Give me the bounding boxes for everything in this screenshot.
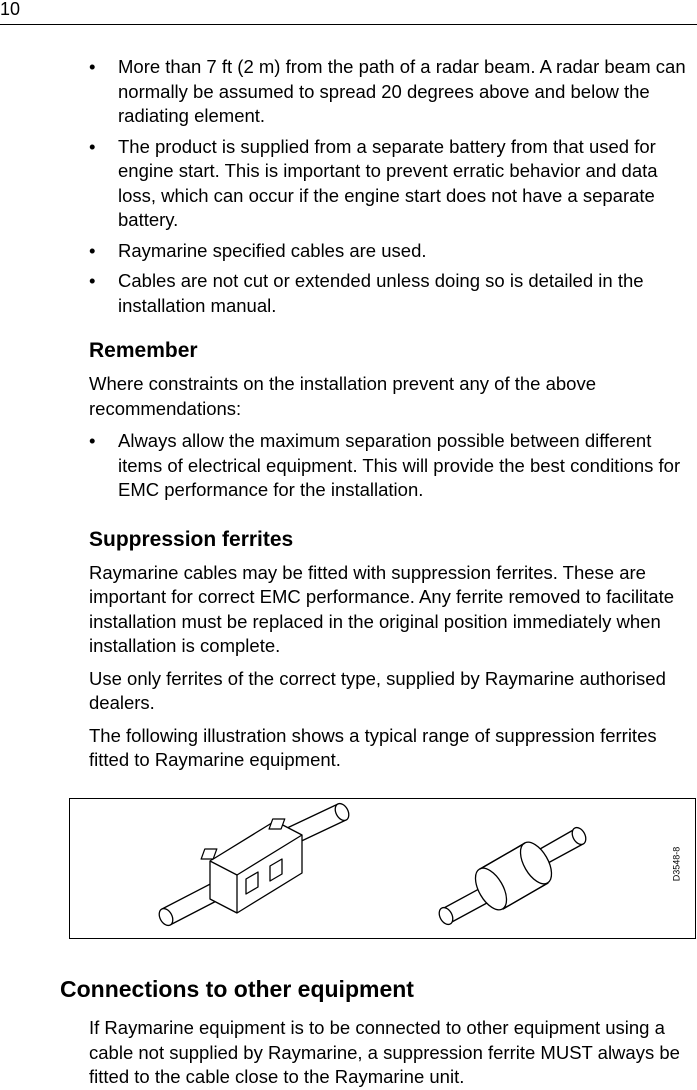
page-number: 10 (0, 0, 21, 19)
list-item: • The product is supplied from a separate battery from that used for engine start. This is important to prevent erratic behavior and data loss, which can occur if the engine start does not have a separate battery. (89, 135, 695, 233)
ferrite-illustration (69, 798, 696, 939)
ferrites-paragraph: Raymarine cables may be fitted with suppression ferrites. These are important for correct EMC performance. Any ferrite removed to facilitate installation must be replaced in the original position immediately when installation is complete. (89, 561, 675, 656)
remember-text: Where constraints on the installation prevent any of the above recommendations: (89, 373, 596, 419)
body-content (89, 55, 695, 781)
ferrites-paragraph: The following illustration shows a typical range of suppression ferrites fitted to Raymarine equipment. (89, 724, 657, 770)
header-rule (0, 24, 697, 25)
cylinder-ferrite (436, 825, 588, 927)
ferrite-drawing (70, 799, 697, 940)
remember-section (89, 338, 695, 503)
list-item: • Always allow the maximum separation possible between different items of electrical equipment. This will provide the best conditions for EMC performance for the installation. (89, 429, 695, 503)
remember-list (89, 429, 695, 503)
connections-heading: Connections to other equipment (60, 976, 414, 1002)
list-item: • Cables are not cut or extended unless doing so is detailed in the installation manual. (89, 269, 695, 318)
remember-heading: Remember (89, 339, 198, 362)
ferrites-paragraph: Use only ferrites of the correct type, supplied by Raymarine authorised dealers. (89, 667, 666, 713)
figure-code: D3548-8 (671, 846, 682, 882)
ferrites-heading: Suppression ferrites (89, 527, 294, 551)
clip-ferrite (156, 801, 351, 928)
list-item: • More than 7 ft (2 m) from the path of a radar beam. A radar beam can normally be assumed to spread 20 degrees above and below the radiating element. (89, 55, 695, 129)
recommendation-list (89, 55, 695, 318)
ferrites-section (89, 527, 695, 773)
list-item: • Raymarine specified cables are used. (89, 239, 695, 264)
connections-text: If Raymarine equipment is to be connected to other equipment using a cable not supplied by Raymarine, a suppression ferrite MUST always be fitted to the cable close to the Raymarine unit. (89, 1017, 680, 1087)
